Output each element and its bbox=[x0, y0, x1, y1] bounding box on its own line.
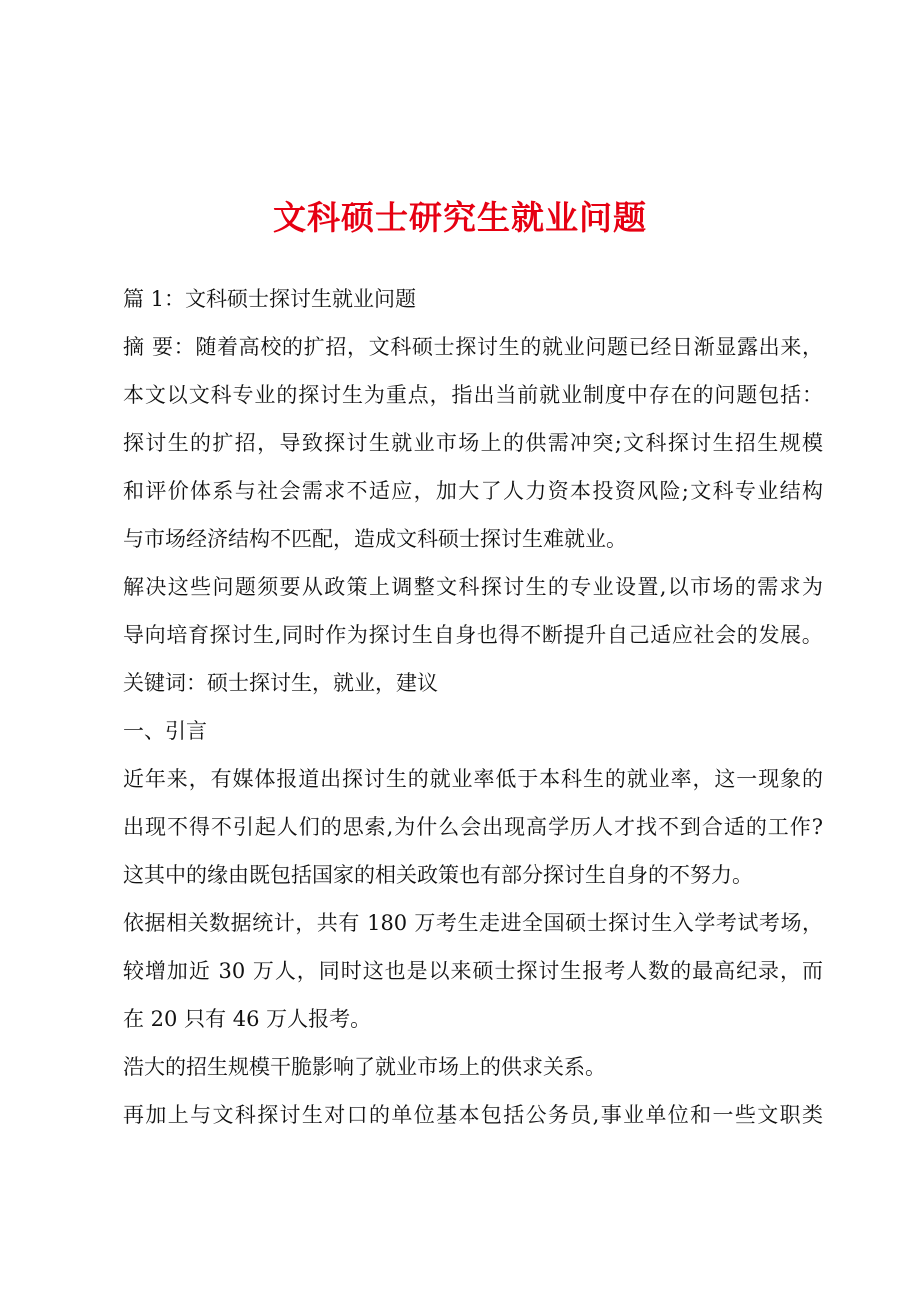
text-line: 在 20 只有 46 万人报考。 bbox=[123, 1007, 372, 1031]
text-line: 一、引言 bbox=[123, 719, 207, 743]
text-line: 与市场经济结构不匹配，造成文科硕士探讨生难就业。 bbox=[123, 527, 627, 551]
text-line: 探讨生的扩招，导致探讨生就业市场上的供需冲突;文科探讨生招生规模 bbox=[123, 431, 823, 455]
text-line: 出现不得不引起人们的思索,为什么会出现高学历人才找不到合适的工作? bbox=[123, 815, 823, 839]
text-line: 这其中的缘由既包括国家的相关政策也有部分探讨生自身的不努力。 bbox=[123, 863, 753, 887]
text-line: 依据相关数据统计，共有 180 万考生走进全国硕士探讨生入学考试考场， bbox=[123, 911, 823, 935]
text-line: 本文以文科专业的探讨生为重点，指出当前就业制度中存在的问题包括： bbox=[123, 383, 823, 407]
text-line: 导向培育探讨生,同时作为探讨生自身也得不断提升自己适应社会的发展。 bbox=[123, 623, 823, 647]
text-line: 较增加近 30 万人，同时这也是以来硕士探讨生报考人数的最高纪录，而 bbox=[123, 959, 823, 983]
document-title: 文科硕士研究生就业问题 bbox=[273, 198, 647, 237]
document-body bbox=[123, 275, 823, 1139]
text-line: 摘 要：随着高校的扩招，文科硕士探讨生的就业问题已经日渐显露出来， bbox=[123, 335, 823, 359]
text-line: 再加上与文科探讨生对口的单位基本包括公务员,事业单位和一些文职类 bbox=[123, 1103, 823, 1127]
text-line: 近年来，有媒体报道出探讨生的就业率低于本科生的就业率，这一现象的 bbox=[123, 767, 823, 791]
text-line: 浩大的招生规模干脆影响了就业市场上的供求关系。 bbox=[123, 1055, 606, 1079]
text-line: 解决这些问题须要从政策上调整文科探讨生的专业设置,以市场的需求为 bbox=[123, 575, 823, 599]
text-line: 和评价体系与社会需求不适应，加大了人力资本投资风险;文科专业结构 bbox=[123, 479, 823, 503]
text-line: 篇 1：文科硕士探讨生就业问题 bbox=[123, 287, 417, 311]
text-line: 关键词：硕士探讨生，就业，建议 bbox=[123, 671, 438, 695]
